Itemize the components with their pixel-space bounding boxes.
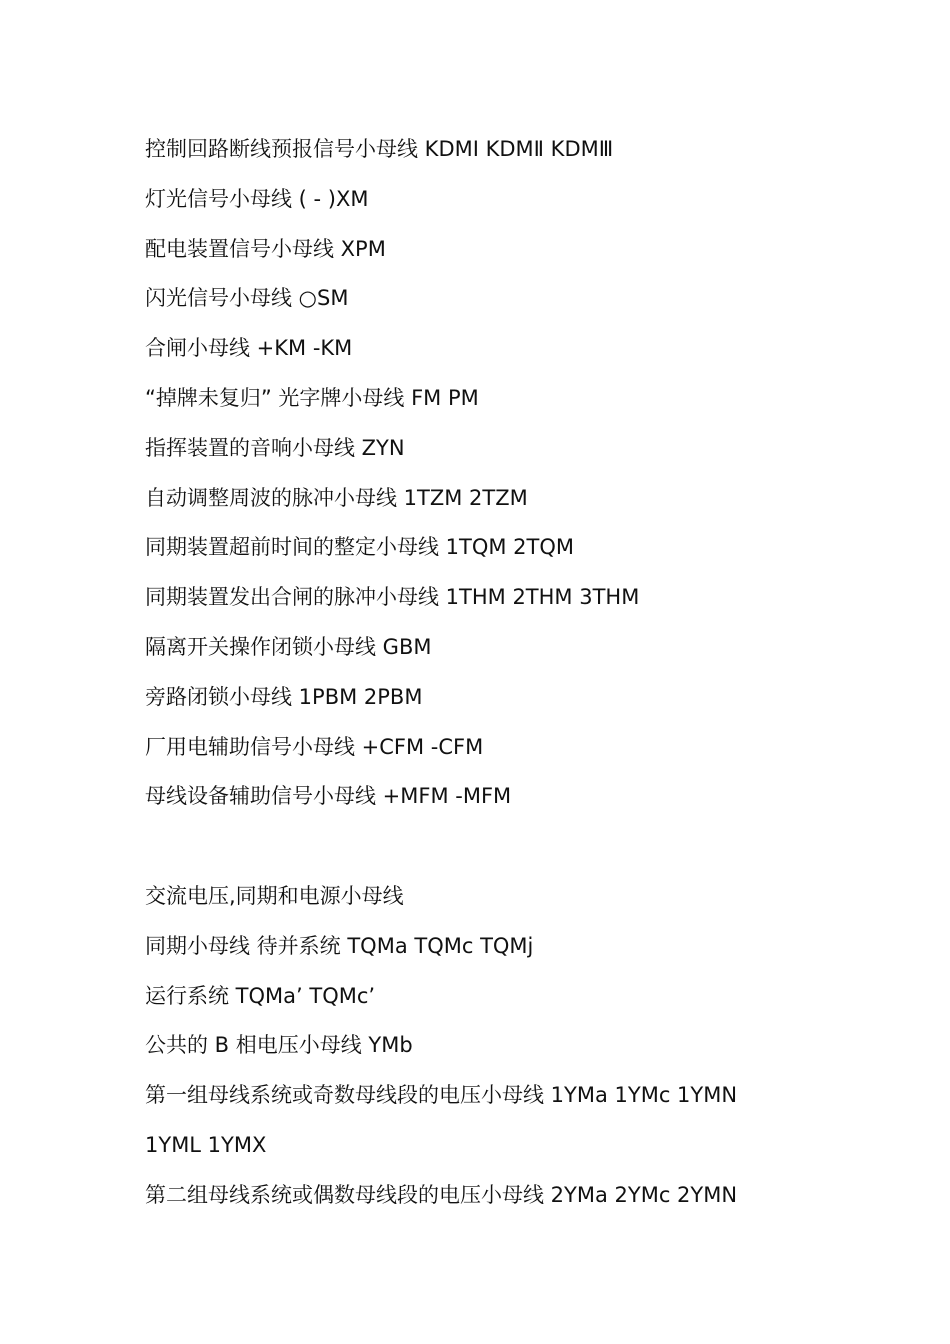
section-heading: 交流电压,同期和电源小母线: [145, 883, 404, 908]
text-line: 第二组母线系统或偶数母线段的电压小母线 2YMa 2YMc 2YMN: [145, 1182, 738, 1207]
text-line: 隔离开关操作闭锁小母线 GBM: [145, 634, 432, 659]
text-line: 自动调整周波的脉冲小母线 1TZM 2TZM: [145, 485, 528, 510]
text-line: 指挥装置的音响小母线 ZYN: [145, 435, 405, 460]
text-line: 1YML 1YMX: [145, 1132, 267, 1157]
text-line: 母线设备辅助信号小母线 +MFM -MFM: [145, 784, 512, 809]
text-line: 控制回路断线预报信号小母线 KDMⅠ KDMⅡ KDMⅢ: [145, 137, 614, 161]
text-line: 第一组母线系统或奇数母线段的电压小母线 1YMa 1YMc 1YMN: [145, 1083, 738, 1108]
text-line: 合闸小母线 +KM -KM: [145, 336, 353, 361]
text-line: 同期装置发出合闸的脉冲小母线 1THM 2THM 3THM: [145, 585, 640, 610]
text-line: 灯光信号小母线 ( - )XM: [145, 186, 369, 211]
text-line: 闪光信号小母线 ○SM: [145, 286, 349, 311]
text-line: 同期装置超前时间的整定小母线 1TQM 2TQM: [145, 535, 575, 560]
document-body: [145, 132, 845, 1228]
text-line: “掉牌未复归” 光字牌小母线 FM PM: [145, 385, 479, 410]
text-line: 旁路闭锁小母线 1PBM 2PBM: [145, 684, 423, 709]
text-line: 厂用电辅助信号小母线 +CFM -CFM: [145, 734, 484, 759]
paragraph-gap: [145, 829, 845, 879]
text-line: 同期小母线 待并系统 TQMa TQMc TQMj: [145, 933, 534, 958]
text-line: 配电装置信号小母线 XPM: [145, 236, 386, 261]
text-line: 公共的 B 相电压小母线 YMb: [145, 1033, 413, 1058]
text-line: 运行系统 TQMa’ TQMc’: [145, 983, 376, 1008]
